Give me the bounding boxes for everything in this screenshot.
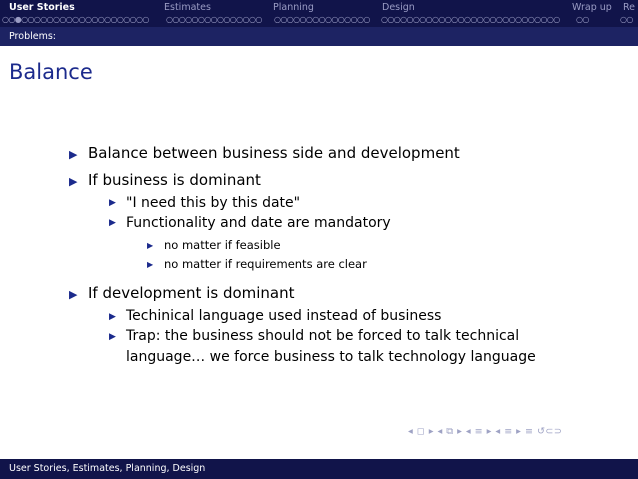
triangle-bullet-icon: ▶: [109, 198, 116, 208]
slide-dots-user-stories[interactable]: ○○●○○○○○○○○○○○○○○○○○○○○: [2, 15, 149, 24]
slide-dots-planning[interactable]: ○○○○○○○○○○○○○○○: [274, 15, 370, 24]
triangle-bullet-icon: ▶: [69, 148, 78, 161]
sub-bullet-item: Techinical language used instead of business: [126, 308, 442, 324]
section-link-re[interactable]: Re: [623, 2, 636, 13]
bullet-item: If development is dominant: [88, 284, 295, 302]
slide-dots-wrap-up[interactable]: ○○: [576, 15, 589, 24]
bullet-item: Balance between business side and development: [88, 144, 460, 162]
slide-dots-design[interactable]: ○○○○○○○○○○○○○○○○○○○○○○○○○○○○: [381, 15, 560, 24]
sub-sub-bullet-item: no matter if requirements are clear: [164, 257, 367, 271]
sub-bullet-item: Functionality and date are mandatory: [126, 215, 391, 231]
triangle-bullet-icon: ▶: [109, 332, 116, 342]
section-link-wrap-up[interactable]: Wrap up: [572, 2, 612, 13]
slide-dots-re[interactable]: ○○: [620, 15, 633, 24]
sub-bullet-item: "I need this by this date": [126, 195, 301, 211]
section-link-estimates[interactable]: Estimates: [164, 2, 211, 13]
section-link-design[interactable]: Design: [382, 2, 415, 13]
sub-sub-bullet-item: no matter if feasible: [164, 238, 281, 252]
sub-bullet-item-continuation: language… we force business to talk technology language: [126, 349, 536, 365]
subsection-title: Problems:: [9, 31, 56, 42]
triangle-bullet-icon: ▶: [69, 288, 78, 301]
footer-title: User Stories, Estimates, Planning, Design: [9, 463, 206, 474]
bullet-item: If business is dominant: [88, 171, 261, 189]
frame-title: Balance: [9, 60, 93, 84]
triangle-bullet-icon: ▶: [69, 175, 78, 188]
section-link-user-stories[interactable]: User Stories: [9, 2, 75, 13]
triangle-bullet-icon: ▶: [147, 241, 154, 250]
section-link-planning[interactable]: Planning: [273, 2, 314, 13]
beamer-navigation-controls[interactable]: ◂ ◻ ▸ ◂ ⧉ ▸ ◂ ≡ ▸ ◂ ≡ ▸ ≡ ↺⊂⊃: [408, 426, 563, 437]
sub-bullet-item: Trap: the business should not be forced to talk technical: [126, 328, 520, 344]
triangle-bullet-icon: ▶: [109, 312, 116, 322]
subsection-bar: [0, 27, 638, 46]
triangle-bullet-icon: ▶: [109, 218, 116, 228]
triangle-bullet-icon: ▶: [147, 260, 154, 269]
slide-dots-estimates[interactable]: ○○○○○○○○○○○○○○○: [166, 15, 262, 24]
